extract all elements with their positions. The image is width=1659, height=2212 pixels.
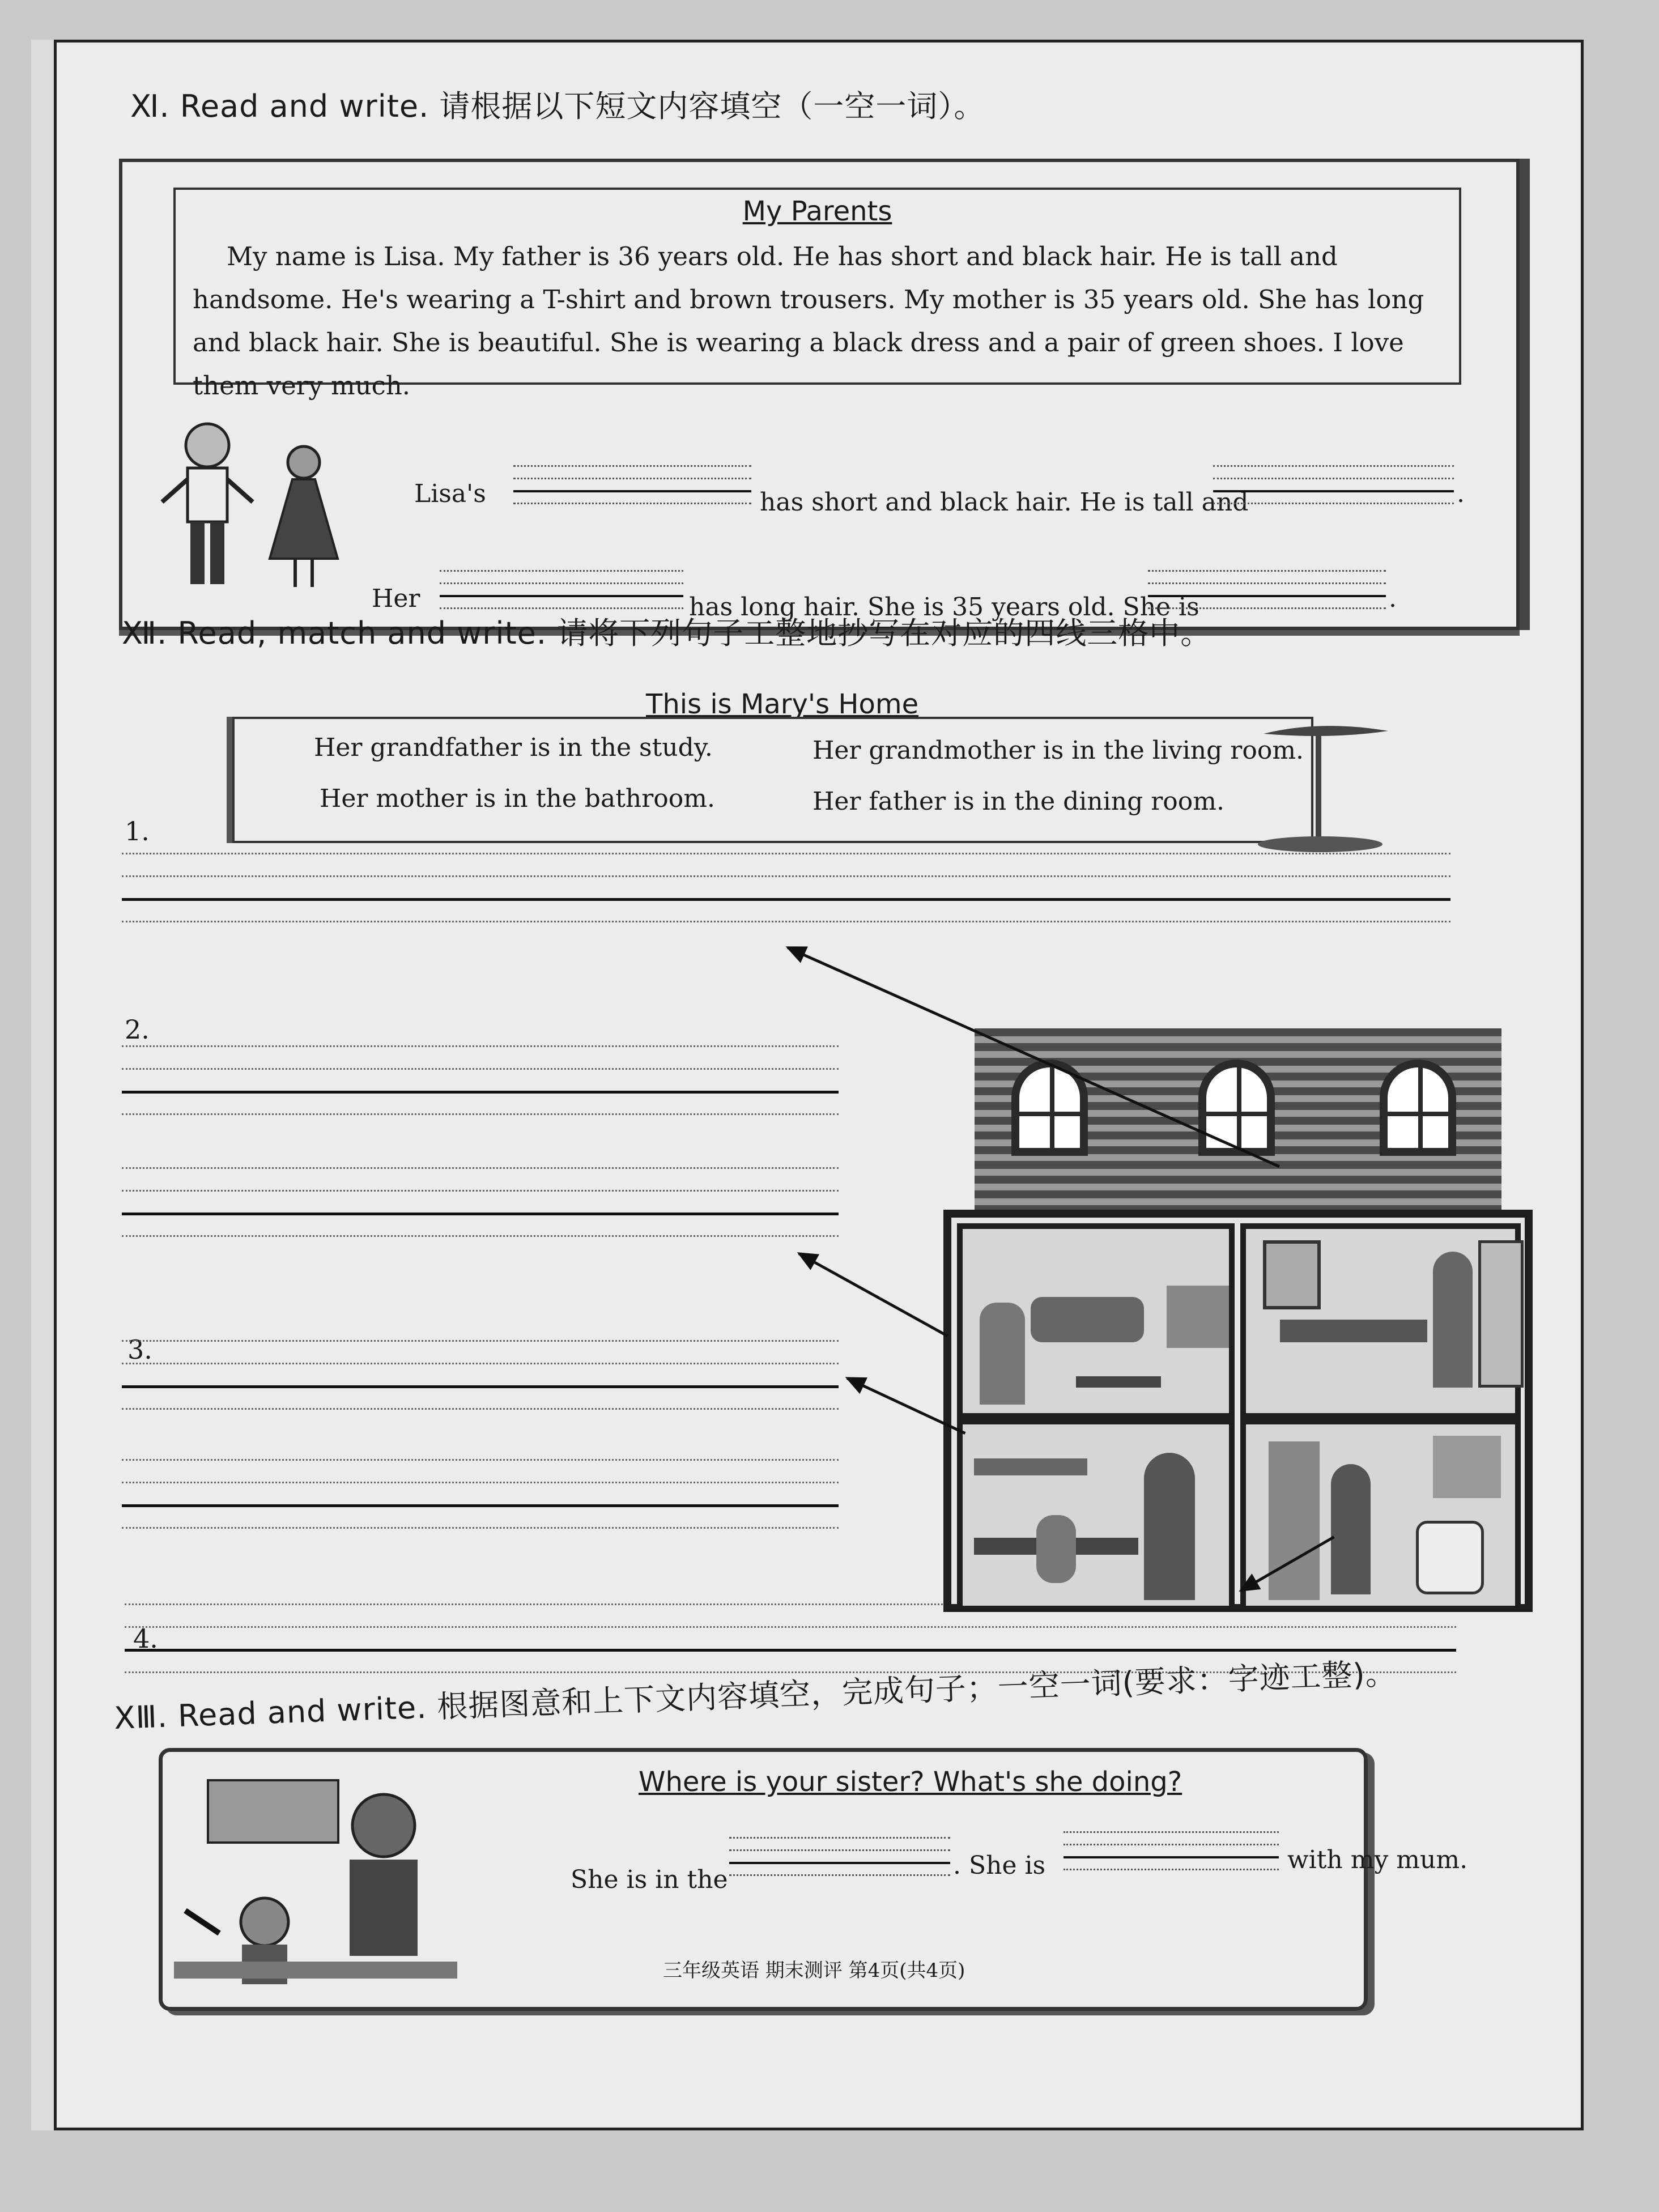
q2-blank-2[interactable] xyxy=(1148,570,1386,610)
section-11-title: Ⅺ. Read and write. 请根据以下短文内容填空（一空一词）。 xyxy=(130,88,985,124)
section-11-frame xyxy=(119,159,1520,630)
q13-blank-2[interactable] xyxy=(1064,1831,1279,1871)
passage-box xyxy=(173,188,1461,401)
dining-room xyxy=(1240,1223,1521,1419)
line-number-3: 3. xyxy=(127,1334,152,1365)
page-footer: 三年级英语 期末测评 第4页(共4页) xyxy=(663,1959,965,1982)
writing-line-3b[interactable] xyxy=(122,1459,839,1555)
sentence-4: Her father is in the dining room. xyxy=(813,787,1224,816)
window-icon xyxy=(1198,1060,1275,1156)
q1-blank-1[interactable] xyxy=(513,465,751,505)
worksheet-page xyxy=(54,40,1584,2130)
bathroom xyxy=(1240,1419,1521,1611)
q13-middle: . She is xyxy=(953,1851,1046,1880)
section-12-subtitle: This is Mary's Home xyxy=(646,688,919,720)
writing-line-3a[interactable] xyxy=(122,1340,839,1436)
q13-prefix: She is in the xyxy=(571,1865,728,1894)
q2-period: . xyxy=(1389,584,1397,613)
section-12-title: Ⅻ. Read, match and write. 请将下列句子工整地抄写在对应的四线三格中。 xyxy=(122,615,1212,651)
q1-blank-2[interactable] xyxy=(1213,465,1454,505)
writing-line-2a[interactable] xyxy=(122,1045,839,1142)
line-number-2: 2. xyxy=(125,1014,150,1045)
section-13-question: Where is your sister? What's she doing? xyxy=(639,1766,1182,1798)
line-number-4: 4. xyxy=(133,1623,158,1654)
writing-line-1[interactable] xyxy=(122,853,1450,949)
window-icon xyxy=(1380,1060,1456,1156)
sentence-1: Her grandfather is in the study. xyxy=(314,733,713,762)
q13-suffix: with my mum. xyxy=(1287,1845,1468,1874)
sentence-3: Her mother is in the bathroom. xyxy=(320,784,715,813)
sentence-2: Her grandmother is in the living room. xyxy=(813,736,1304,765)
q2-middle: has long hair. She is 35 years old. She is xyxy=(689,593,1199,622)
palm-tree-icon xyxy=(1252,722,1394,864)
living-room xyxy=(957,1223,1235,1419)
lisa-parents-illustration xyxy=(156,417,366,604)
line-number-1: 1. xyxy=(125,816,150,846)
match-arrow xyxy=(798,1252,948,1337)
q1-prefix: Lisa's xyxy=(414,479,486,508)
q13-blank-1[interactable] xyxy=(729,1837,950,1877)
q2-prefix: Her xyxy=(372,584,420,613)
window-icon xyxy=(1011,1060,1088,1156)
section-13-title: ⅩⅢ. Read and write. 根据图意和上下文内容填空，完成句子；一空一词(要求：字迹工整)。 xyxy=(113,1655,1397,1736)
sentence-box xyxy=(232,717,1313,843)
passage-title: My Parents xyxy=(742,195,892,227)
house-illustration xyxy=(943,1028,1533,1612)
kitchen-illustration xyxy=(174,1775,491,1996)
passage-text: My name is Lisa. My father is 36 years old. He has short and black hair. He is tall and handsome. He's wearing a T-shirt and brown trousers. My mother is 35 years old. She has long and black hair. She is beautiful. She is wearing a black dress and a pair of green shoes. I love them very much. xyxy=(193,241,1424,401)
q1-middle: has short and black hair. He is tall and xyxy=(760,488,1249,517)
study-room xyxy=(957,1419,1235,1611)
q1-period: . xyxy=(1457,479,1465,508)
q2-blank-1[interactable] xyxy=(440,570,683,610)
writing-line-2b[interactable] xyxy=(122,1167,839,1264)
house-rooms xyxy=(943,1210,1533,1612)
